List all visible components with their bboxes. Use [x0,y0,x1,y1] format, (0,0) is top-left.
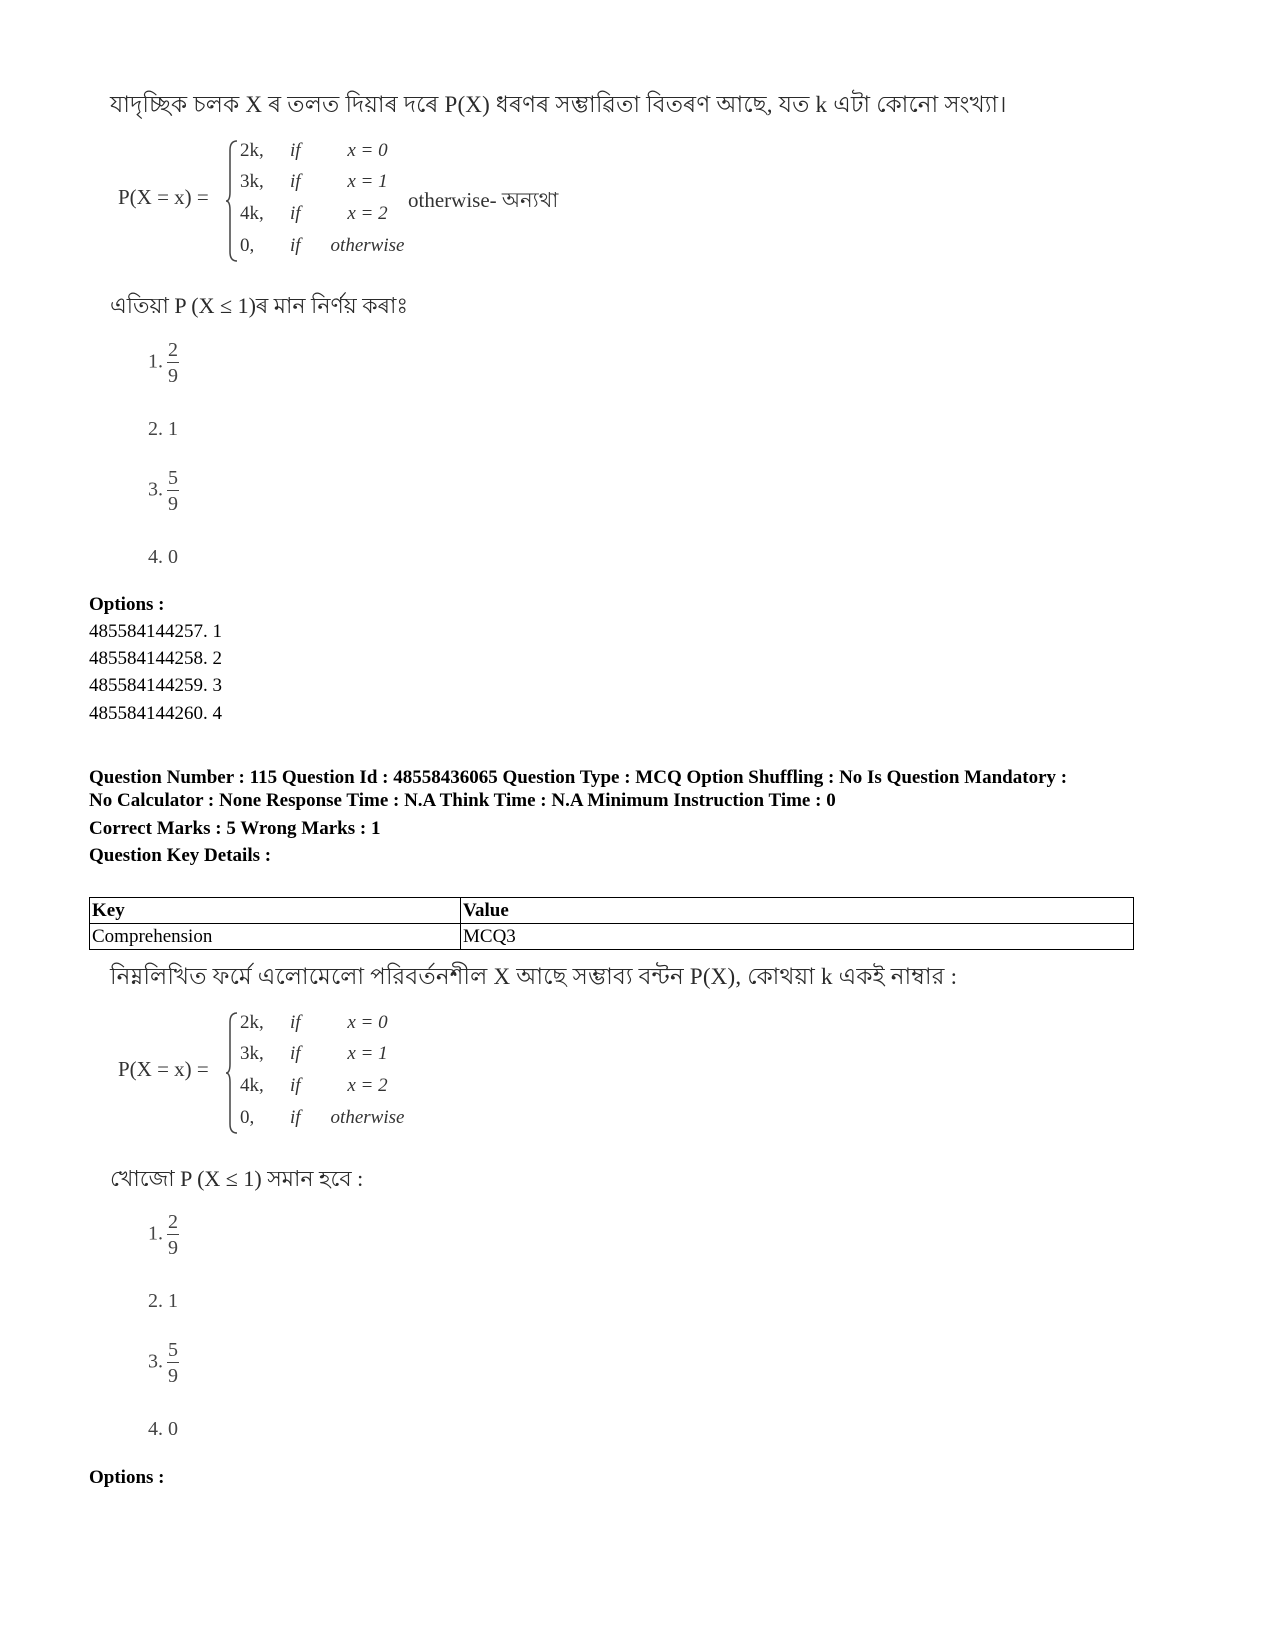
q114-choice-2: 2. 1 [148,418,178,440]
q115-choice-3: 3. $\frac{5}{9}$ [148,1339,178,1387]
q114-subprompt: এতিয়া P (X ≤ 1)ৰ মান নিৰ্ণয় কৰাঃ [110,293,409,318]
q114-options-heading: Options : [89,594,165,615]
q115-marks: Correct Marks : 5 Wrong Marks : 1 [89,818,381,839]
formula-case-row: 3k, if x = 1 [240,171,388,192]
table-header-value: Value [461,898,1134,924]
formula-lhs: P(X = x) = [118,185,209,209]
formula-case-row: 3k, if x = 1 [240,1043,388,1064]
table-cell-key: Comprehension [90,924,461,950]
table-cell-value: MCQ3 [461,924,1134,950]
q114-prompt: যাদৃচ্ছিক চলক X ৰ তলত দিয়াৰ দৰে P(X) ধৰণৰ সম্ভাৱিতা বিতৰণ আছে, যত k এটা কোনো সংখ্যা। [110,92,1007,117]
formula-case-row: 2k, if x = 0 [240,140,388,161]
q114-formula [118,140,618,270]
q114-choice-3: 3. $\frac{5}{9}$ [148,467,178,515]
formula-case-row: 4k, if x = 2 [240,1075,388,1096]
option-line: 485584144259. 3 [89,675,222,696]
formula-case-row: 0, if otherwise [240,235,405,256]
q115-meta-line1: Question Number : 115 Question Id : 48558436065 Question Type : MCQ Option Shuffling : No Is Question Mandatory : [89,767,1068,788]
question-key-table [89,897,1134,950]
option-line: 485584144258. 2 [89,648,222,669]
q115-key-details-heading: Question Key Details : [89,845,272,866]
option-line: 485584144260. 4 [89,703,222,724]
q115-meta-line2: No Calculator : None Response Time : N.A Think Time : N.A Minimum Instruction Time : 0 [89,790,836,811]
formula-note: otherwise- অন্যথা [408,188,559,212]
q115-formula [118,1012,618,1142]
table-row [90,924,1134,950]
formula-case-row: 4k, if x = 2 [240,203,388,224]
formula-case-row: 0, if otherwise [240,1107,405,1128]
q115-choice-2: 2. 1 [148,1290,178,1312]
table-header-row [90,898,1134,924]
q114-choice-4: 4. 0 [148,546,178,568]
left-brace-icon [226,1012,238,1134]
q114-choice-1: 1. $\frac{2}{9}$ [148,339,178,387]
formula-lhs: P(X = x) = [118,1057,209,1081]
left-brace-icon [226,140,238,262]
option-line: 485584144257. 1 [89,621,222,642]
q115-choice-1: 1. $\frac{2}{9}$ [148,1211,178,1259]
formula-case-row: 2k, if x = 0 [240,1012,388,1033]
table-header-key: Key [90,898,461,924]
q115-choice-4: 4. 0 [148,1418,178,1440]
q115-subprompt: খোজো P (X ≤ 1) সমান হবে : [110,1166,364,1191]
q115-prompt: নিম্নলিখিত ফৰ্মে এলোমেলো পরিবর্তনশীল X আছে সম্ভাব্য বন্টন P(X), কোথয়া k একই নাম্বার : [110,964,958,989]
q115-options-heading: Options : [89,1467,165,1488]
